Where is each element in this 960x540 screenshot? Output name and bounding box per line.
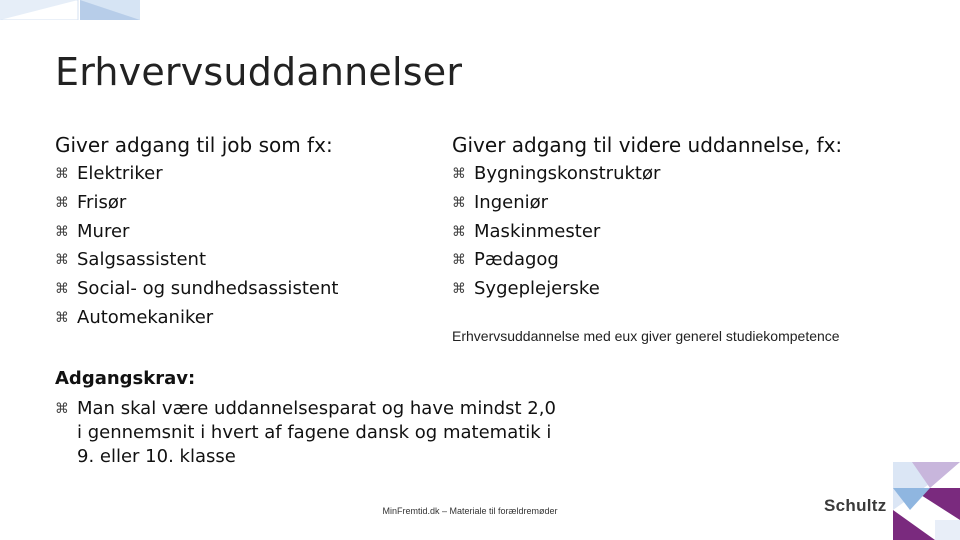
- command-bullet-icon: ⌘: [452, 223, 466, 240]
- list-item: [452, 246, 660, 275]
- eux-note: Erhvervsuddannelse med eux giver generel studiekompetence: [452, 328, 840, 344]
- command-bullet-icon: ⌘: [55, 252, 69, 269]
- list-item: [55, 397, 557, 469]
- list-item: [452, 189, 660, 218]
- education-label: Sygeplejerske: [474, 278, 600, 300]
- requirements-heading: Adgangskrav:: [55, 368, 196, 389]
- corner-tri-purple-left: [893, 510, 935, 540]
- command-bullet-icon: ⌘: [55, 194, 69, 211]
- corner-tri-purple-right: [910, 488, 960, 520]
- top-decoration: [0, 0, 960, 20]
- list-item: [55, 304, 338, 333]
- command-bullet-icon: ⌘: [55, 223, 69, 240]
- list-item: [55, 189, 338, 218]
- job-label: Elektriker: [77, 163, 163, 184]
- page-title: Erhvervsuddannelser: [55, 50, 463, 94]
- job-label: Frisør: [77, 191, 127, 213]
- command-bullet-icon: ⌘: [452, 166, 466, 182]
- corner-tri-white: [935, 520, 960, 540]
- list-item: [452, 160, 660, 189]
- list-item: [452, 218, 660, 247]
- right-column-heading: Giver adgang til videre uddannelse, fx:: [452, 133, 843, 157]
- corner-tri-lightblue: [893, 462, 960, 510]
- list-item: [55, 275, 338, 304]
- command-bullet-icon: ⌘: [55, 401, 69, 417]
- command-bullet-icon: ⌘: [55, 166, 69, 182]
- left-column-heading: Giver adgang til job som fx:: [55, 133, 333, 157]
- command-bullet-icon: ⌘: [452, 281, 466, 298]
- education-label: Pædagog: [474, 249, 559, 271]
- job-label: Social- og sundhedsassistent: [77, 278, 339, 300]
- footer-text: MinFremtid.dk – Materiale til forældremøder: [382, 506, 558, 516]
- list-item: [55, 246, 338, 275]
- education-label: Bygningskonstruktør: [474, 163, 661, 184]
- list-item: [452, 275, 660, 304]
- education-list: [452, 160, 660, 304]
- requirements-list: [55, 397, 557, 469]
- command-bullet-icon: ⌘: [55, 309, 69, 326]
- command-bullet-icon: ⌘: [55, 281, 69, 298]
- corner-tri-lilac: [912, 462, 960, 488]
- list-item: [55, 218, 338, 247]
- command-bullet-icon: ⌘: [452, 252, 466, 269]
- requirement-text: Man skal være uddannelsesparat og have mindst 2,0 i gennemsnit i hvert af fagene dansk og matematik i 9. eller 10. klasse: [77, 398, 556, 467]
- job-label: Automekaniker: [77, 306, 214, 328]
- job-label: Salgsassistent: [77, 249, 207, 271]
- education-label: Ingeniør: [474, 191, 549, 213]
- job-label: Murer: [77, 220, 130, 242]
- list-item: [55, 160, 338, 189]
- education-label: Maskinmester: [474, 220, 601, 242]
- corner-tri-blue: [893, 488, 930, 510]
- command-bullet-icon: ⌘: [452, 194, 466, 211]
- schultz-logo: Schultz: [824, 496, 887, 515]
- job-list: [55, 160, 338, 333]
